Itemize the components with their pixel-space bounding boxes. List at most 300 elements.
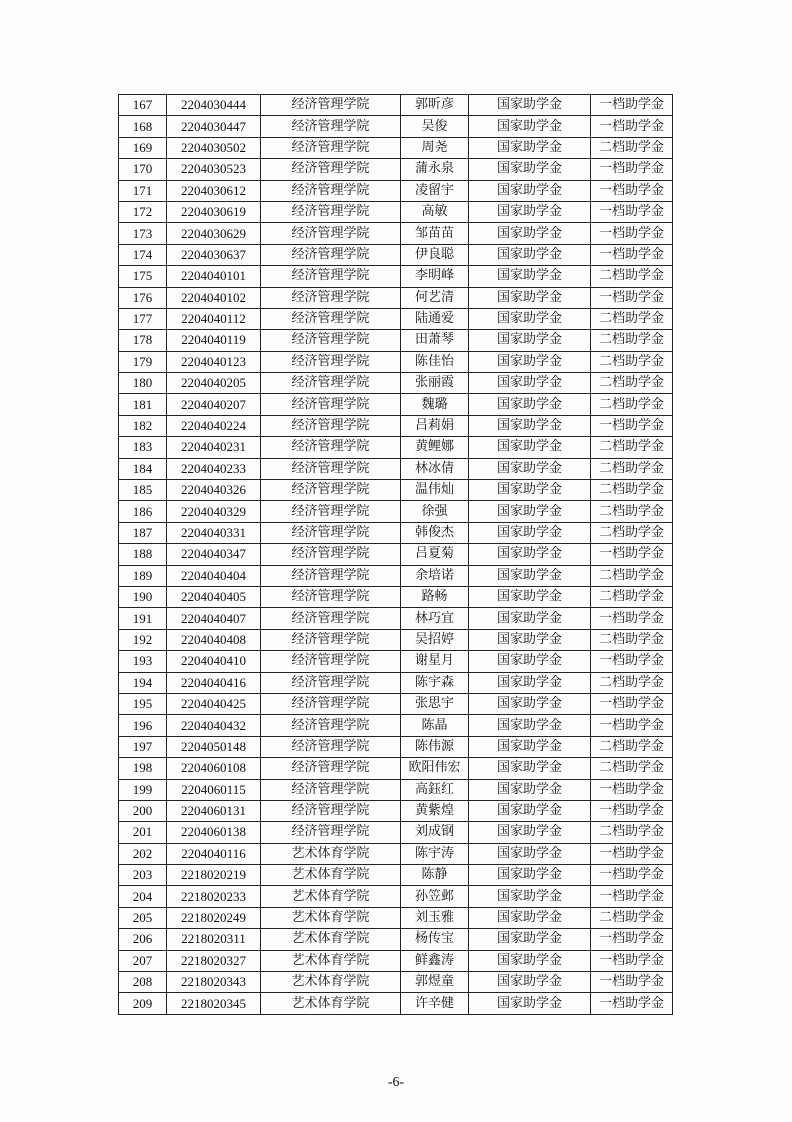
grant-type-cell: 国家助学金 — [469, 351, 591, 372]
grant-level-cell: 二档助学金 — [591, 565, 673, 586]
row-number-cell: 170 — [119, 159, 167, 180]
grant-type-cell: 国家助学金 — [469, 244, 591, 265]
table-row — [119, 651, 673, 672]
student-id-cell: 2204030523 — [167, 159, 261, 180]
student-id-cell: 2204040207 — [167, 394, 261, 415]
college-cell: 经济管理学院 — [261, 137, 401, 158]
grant-level-cell: 一档助学金 — [591, 159, 673, 180]
grant-type-cell: 国家助学金 — [469, 95, 591, 116]
college-cell: 艺术体育学院 — [261, 950, 401, 971]
student-name-cell: 李明峰 — [401, 266, 469, 287]
table-row — [119, 394, 673, 415]
college-cell: 经济管理学院 — [261, 373, 401, 394]
grant-type-cell: 国家助学金 — [469, 929, 591, 950]
college-cell: 经济管理学院 — [261, 629, 401, 650]
student-id-cell: 2204040432 — [167, 715, 261, 736]
student-name-cell: 许辛健 — [401, 993, 469, 1014]
row-number-cell: 180 — [119, 373, 167, 394]
student-name-cell: 张思宇 — [401, 693, 469, 714]
student-name-cell: 蒲永泉 — [401, 159, 469, 180]
row-number-cell: 178 — [119, 330, 167, 351]
college-cell: 经济管理学院 — [261, 437, 401, 458]
grant-level-cell: 一档助学金 — [591, 287, 673, 308]
grant-level-cell: 一档助学金 — [591, 843, 673, 864]
table-row — [119, 480, 673, 501]
college-cell: 经济管理学院 — [261, 223, 401, 244]
table-row — [119, 565, 673, 586]
college-cell: 经济管理学院 — [261, 480, 401, 501]
grant-type-cell: 国家助学金 — [469, 822, 591, 843]
grant-level-cell: 一档助学金 — [591, 950, 673, 971]
grant-type-cell: 国家助学金 — [469, 437, 591, 458]
row-number-cell: 188 — [119, 544, 167, 565]
grant-type-cell: 国家助学金 — [469, 287, 591, 308]
row-number-cell: 176 — [119, 287, 167, 308]
row-number-cell: 190 — [119, 586, 167, 607]
grant-type-cell: 国家助学金 — [469, 201, 591, 222]
table-row — [119, 308, 673, 329]
student-id-cell: 2218020233 — [167, 886, 261, 907]
college-cell: 经济管理学院 — [261, 330, 401, 351]
grant-level-cell: 一档助学金 — [591, 693, 673, 714]
row-number-cell: 201 — [119, 822, 167, 843]
student-name-cell: 陈伟源 — [401, 736, 469, 757]
grant-level-cell: 一档助学金 — [591, 415, 673, 436]
grant-level-cell: 一档助学金 — [591, 201, 673, 222]
college-cell: 经济管理学院 — [261, 544, 401, 565]
student-name-cell: 吴招婷 — [401, 629, 469, 650]
grant-level-cell: 一档助学金 — [591, 180, 673, 201]
grant-type-cell: 国家助学金 — [469, 266, 591, 287]
table-row — [119, 972, 673, 993]
student-id-cell: 2204030444 — [167, 95, 261, 116]
grant-level-cell: 一档助学金 — [591, 544, 673, 565]
college-cell: 经济管理学院 — [261, 266, 401, 287]
grant-level-cell: 二档助学金 — [591, 480, 673, 501]
student-id-cell: 2204030447 — [167, 116, 261, 137]
row-number-cell: 183 — [119, 437, 167, 458]
grant-type-cell: 国家助学金 — [469, 651, 591, 672]
college-cell: 经济管理学院 — [261, 287, 401, 308]
college-cell: 经济管理学院 — [261, 651, 401, 672]
table-row — [119, 993, 673, 1014]
student-name-cell: 吕莉娟 — [401, 415, 469, 436]
student-name-cell: 邹苗苗 — [401, 223, 469, 244]
student-name-cell: 陈晶 — [401, 715, 469, 736]
student-id-cell: 2204030637 — [167, 244, 261, 265]
grant-level-cell: 一档助学金 — [591, 886, 673, 907]
table-row — [119, 907, 673, 928]
student-id-cell: 2218020219 — [167, 865, 261, 886]
grant-type-cell: 国家助学金 — [469, 779, 591, 800]
grant-level-cell: 二档助学金 — [591, 458, 673, 479]
college-cell: 经济管理学院 — [261, 608, 401, 629]
college-cell: 经济管理学院 — [261, 779, 401, 800]
row-number-cell: 181 — [119, 394, 167, 415]
student-name-cell: 魏璐 — [401, 394, 469, 415]
grant-type-cell: 国家助学金 — [469, 629, 591, 650]
grant-level-cell: 一档助学金 — [591, 865, 673, 886]
table-row — [119, 137, 673, 158]
table-row — [119, 287, 673, 308]
college-cell: 经济管理学院 — [261, 758, 401, 779]
table-row — [119, 201, 673, 222]
student-id-cell: 2204040416 — [167, 672, 261, 693]
student-name-cell: 路畅 — [401, 586, 469, 607]
row-number-cell: 199 — [119, 779, 167, 800]
grant-level-cell: 二档助学金 — [591, 822, 673, 843]
college-cell: 经济管理学院 — [261, 351, 401, 372]
student-id-cell: 2204040205 — [167, 373, 261, 394]
table-row — [119, 950, 673, 971]
grant-type-cell: 国家助学金 — [469, 116, 591, 137]
table-row — [119, 822, 673, 843]
student-id-cell: 2204040425 — [167, 693, 261, 714]
college-cell: 艺术体育学院 — [261, 972, 401, 993]
grant-type-cell: 国家助学金 — [469, 522, 591, 543]
grant-level-cell: 二档助学金 — [591, 736, 673, 757]
student-name-cell: 温伟灿 — [401, 480, 469, 501]
student-id-cell: 2204040119 — [167, 330, 261, 351]
student-id-cell: 2204060138 — [167, 822, 261, 843]
student-id-cell: 2204040116 — [167, 843, 261, 864]
table-row — [119, 693, 673, 714]
college-cell: 艺术体育学院 — [261, 929, 401, 950]
grant-level-cell: 一档助学金 — [591, 715, 673, 736]
table-row — [119, 330, 673, 351]
table-row — [119, 415, 673, 436]
grant-type-cell: 国家助学金 — [469, 758, 591, 779]
row-number-cell: 184 — [119, 458, 167, 479]
student-id-cell: 2204040326 — [167, 480, 261, 501]
grant-level-cell: 一档助学金 — [591, 95, 673, 116]
student-name-cell: 刘玉雅 — [401, 907, 469, 928]
college-cell: 经济管理学院 — [261, 159, 401, 180]
student-name-cell: 刘成钢 — [401, 822, 469, 843]
college-cell: 经济管理学院 — [261, 565, 401, 586]
student-id-cell: 2204040405 — [167, 586, 261, 607]
grant-level-cell: 二档助学金 — [591, 907, 673, 928]
grant-type-cell: 国家助学金 — [469, 394, 591, 415]
row-number-cell: 192 — [119, 629, 167, 650]
row-number-cell: 195 — [119, 693, 167, 714]
grant-type-cell: 国家助学金 — [469, 886, 591, 907]
college-cell: 艺术体育学院 — [261, 907, 401, 928]
grant-level-cell: 二档助学金 — [591, 501, 673, 522]
grant-type-cell: 国家助学金 — [469, 843, 591, 864]
student-name-cell: 欧阳伟宏 — [401, 758, 469, 779]
table-row — [119, 544, 673, 565]
grant-level-cell: 二档助学金 — [591, 137, 673, 158]
grant-level-cell: 二档助学金 — [591, 351, 673, 372]
student-name-cell: 鲜鑫涛 — [401, 950, 469, 971]
student-name-cell: 黄鲤娜 — [401, 437, 469, 458]
row-number-cell: 182 — [119, 415, 167, 436]
row-number-cell: 177 — [119, 308, 167, 329]
college-cell: 艺术体育学院 — [261, 886, 401, 907]
row-number-cell: 205 — [119, 907, 167, 928]
grant-type-cell: 国家助学金 — [469, 330, 591, 351]
row-number-cell: 208 — [119, 972, 167, 993]
row-number-cell: 200 — [119, 800, 167, 821]
table-row — [119, 458, 673, 479]
grant-level-cell: 二档助学金 — [591, 522, 673, 543]
student-id-cell: 2204040224 — [167, 415, 261, 436]
student-name-cell: 何艺清 — [401, 287, 469, 308]
college-cell: 经济管理学院 — [261, 672, 401, 693]
student-name-cell: 郭煜童 — [401, 972, 469, 993]
grant-level-cell: 一档助学金 — [591, 116, 673, 137]
grant-level-cell: 一档助学金 — [591, 608, 673, 629]
row-number-cell: 191 — [119, 608, 167, 629]
grant-level-cell: 二档助学金 — [591, 373, 673, 394]
grant-type-cell: 国家助学金 — [469, 565, 591, 586]
college-cell: 经济管理学院 — [261, 308, 401, 329]
table-row — [119, 437, 673, 458]
student-id-cell: 2204050148 — [167, 736, 261, 757]
student-name-cell: 高敏 — [401, 201, 469, 222]
student-name-cell: 吴俊 — [401, 116, 469, 137]
grant-type-cell: 国家助学金 — [469, 907, 591, 928]
grant-level-cell: 二档助学金 — [591, 266, 673, 287]
student-name-cell: 吕夏菊 — [401, 544, 469, 565]
student-id-cell: 2204040233 — [167, 458, 261, 479]
table-row — [119, 758, 673, 779]
college-cell: 艺术体育学院 — [261, 843, 401, 864]
student-id-cell: 2204040231 — [167, 437, 261, 458]
grant-type-cell: 国家助学金 — [469, 693, 591, 714]
row-number-cell: 185 — [119, 480, 167, 501]
table-row — [119, 351, 673, 372]
table-row — [119, 672, 673, 693]
college-cell: 经济管理学院 — [261, 715, 401, 736]
student-id-cell: 2204040407 — [167, 608, 261, 629]
student-name-cell: 凌留宇 — [401, 180, 469, 201]
grant-type-cell: 国家助学金 — [469, 993, 591, 1014]
row-number-cell: 206 — [119, 929, 167, 950]
table-row — [119, 180, 673, 201]
table-row — [119, 608, 673, 629]
grant-level-cell: 一档助学金 — [591, 651, 673, 672]
grant-type-cell: 国家助学金 — [469, 950, 591, 971]
student-name-cell: 余培诺 — [401, 565, 469, 586]
table-body — [119, 95, 673, 1015]
college-cell: 经济管理学院 — [261, 586, 401, 607]
student-name-cell: 田萧琴 — [401, 330, 469, 351]
table-row — [119, 715, 673, 736]
table-row — [119, 266, 673, 287]
grant-level-cell: 一档助学金 — [591, 929, 673, 950]
row-number-cell: 171 — [119, 180, 167, 201]
row-number-cell: 204 — [119, 886, 167, 907]
student-id-cell: 2218020311 — [167, 929, 261, 950]
student-name-cell: 高鈺红 — [401, 779, 469, 800]
student-id-cell: 2204030502 — [167, 137, 261, 158]
table-row — [119, 929, 673, 950]
table-row — [119, 779, 673, 800]
student-name-cell: 伊良聪 — [401, 244, 469, 265]
student-name-cell: 杨传宝 — [401, 929, 469, 950]
student-id-cell: 2204040112 — [167, 308, 261, 329]
college-cell: 经济管理学院 — [261, 415, 401, 436]
student-name-cell: 韩俊杰 — [401, 522, 469, 543]
table-row — [119, 865, 673, 886]
grant-level-cell: 二档助学金 — [591, 308, 673, 329]
student-name-cell: 陆通爱 — [401, 308, 469, 329]
row-number-cell: 187 — [119, 522, 167, 543]
grant-level-cell: 二档助学金 — [591, 394, 673, 415]
student-id-cell: 2218020327 — [167, 950, 261, 971]
student-name-cell: 林冰倩 — [401, 458, 469, 479]
college-cell: 经济管理学院 — [261, 244, 401, 265]
grant-type-cell: 国家助学金 — [469, 544, 591, 565]
row-number-cell: 173 — [119, 223, 167, 244]
college-cell: 经济管理学院 — [261, 458, 401, 479]
grant-type-cell: 国家助学金 — [469, 736, 591, 757]
grant-type-cell: 国家助学金 — [469, 223, 591, 244]
grant-type-cell: 国家助学金 — [469, 180, 591, 201]
student-name-cell: 陈佳怡 — [401, 351, 469, 372]
table-row — [119, 843, 673, 864]
table-row — [119, 244, 673, 265]
row-number-cell: 197 — [119, 736, 167, 757]
student-id-cell: 2204040410 — [167, 651, 261, 672]
grant-level-cell: 二档助学金 — [591, 672, 673, 693]
student-id-cell: 2204040347 — [167, 544, 261, 565]
student-name-cell: 徐强 — [401, 501, 469, 522]
grant-level-cell: 二档助学金 — [591, 330, 673, 351]
grant-type-cell: 国家助学金 — [469, 715, 591, 736]
row-number-cell: 203 — [119, 865, 167, 886]
student-id-cell: 2218020343 — [167, 972, 261, 993]
table-row — [119, 159, 673, 180]
student-name-cell: 黄紫煌 — [401, 800, 469, 821]
grant-type-cell: 国家助学金 — [469, 137, 591, 158]
row-number-cell: 196 — [119, 715, 167, 736]
college-cell: 经济管理学院 — [261, 201, 401, 222]
page-number: -6- — [387, 1075, 405, 1090]
grant-type-cell: 国家助学金 — [469, 480, 591, 501]
row-number-cell: 175 — [119, 266, 167, 287]
student-name-cell: 孙笠邺 — [401, 886, 469, 907]
college-cell: 经济管理学院 — [261, 116, 401, 137]
student-name-cell: 张丽霞 — [401, 373, 469, 394]
row-number-cell: 189 — [119, 565, 167, 586]
student-id-cell: 2204040404 — [167, 565, 261, 586]
table-row — [119, 501, 673, 522]
row-number-cell: 179 — [119, 351, 167, 372]
student-name-cell: 林巧宜 — [401, 608, 469, 629]
student-id-cell: 2204040408 — [167, 629, 261, 650]
student-name-cell: 陈静 — [401, 865, 469, 886]
table-row — [119, 223, 673, 244]
row-number-cell: 198 — [119, 758, 167, 779]
college-cell: 经济管理学院 — [261, 95, 401, 116]
grant-type-cell: 国家助学金 — [469, 373, 591, 394]
student-id-cell: 2204030612 — [167, 180, 261, 201]
row-number-cell: 209 — [119, 993, 167, 1014]
college-cell: 艺术体育学院 — [261, 865, 401, 886]
grant-type-cell: 国家助学金 — [469, 458, 591, 479]
grant-level-cell: 二档助学金 — [591, 437, 673, 458]
student-name-cell: 周尧 — [401, 137, 469, 158]
student-name-cell: 郭昕彦 — [401, 95, 469, 116]
row-number-cell: 207 — [119, 950, 167, 971]
grant-type-cell: 国家助学金 — [469, 415, 591, 436]
grant-type-cell: 国家助学金 — [469, 800, 591, 821]
grant-level-cell: 一档助学金 — [591, 800, 673, 821]
row-number-cell: 193 — [119, 651, 167, 672]
student-id-cell: 2204060131 — [167, 800, 261, 821]
college-cell: 经济管理学院 — [261, 822, 401, 843]
college-cell: 经济管理学院 — [261, 800, 401, 821]
table-row — [119, 116, 673, 137]
grant-level-cell: 一档助学金 — [591, 779, 673, 800]
grant-type-cell: 国家助学金 — [469, 972, 591, 993]
student-id-cell: 2204030629 — [167, 223, 261, 244]
table-row — [119, 95, 673, 116]
row-number-cell: 194 — [119, 672, 167, 693]
grant-level-cell: 二档助学金 — [591, 586, 673, 607]
grant-type-cell: 国家助学金 — [469, 308, 591, 329]
student-id-cell: 2204040123 — [167, 351, 261, 372]
grant-level-cell: 一档助学金 — [591, 972, 673, 993]
college-cell: 经济管理学院 — [261, 501, 401, 522]
grant-type-cell: 国家助学金 — [469, 672, 591, 693]
student-id-cell: 2204040101 — [167, 266, 261, 287]
student-id-cell: 2204040102 — [167, 287, 261, 308]
grant-level-cell: 一档助学金 — [591, 993, 673, 1014]
student-id-cell: 2204030619 — [167, 201, 261, 222]
student-name-cell: 谢星月 — [401, 651, 469, 672]
row-number-cell: 174 — [119, 244, 167, 265]
student-id-cell: 2204040329 — [167, 501, 261, 522]
college-cell: 经济管理学院 — [261, 736, 401, 757]
table-row — [119, 629, 673, 650]
scholarship-table — [118, 94, 673, 1015]
student-name-cell: 陈宇涛 — [401, 843, 469, 864]
grant-level-cell: 二档助学金 — [591, 629, 673, 650]
college-cell: 经济管理学院 — [261, 693, 401, 714]
table-row — [119, 800, 673, 821]
college-cell: 经济管理学院 — [261, 394, 401, 415]
grant-level-cell: 一档助学金 — [591, 244, 673, 265]
student-id-cell: 2218020345 — [167, 993, 261, 1014]
row-number-cell: 202 — [119, 843, 167, 864]
table-row — [119, 522, 673, 543]
grant-level-cell: 二档助学金 — [591, 758, 673, 779]
student-id-cell: 2218020249 — [167, 907, 261, 928]
table-row — [119, 586, 673, 607]
row-number-cell: 169 — [119, 137, 167, 158]
student-name-cell: 陈宇森 — [401, 672, 469, 693]
row-number-cell: 168 — [119, 116, 167, 137]
grant-type-cell: 国家助学金 — [469, 159, 591, 180]
college-cell: 经济管理学院 — [261, 522, 401, 543]
student-id-cell: 2204060115 — [167, 779, 261, 800]
row-number-cell: 172 — [119, 201, 167, 222]
table-row — [119, 886, 673, 907]
college-cell: 经济管理学院 — [261, 180, 401, 201]
student-id-cell: 2204040331 — [167, 522, 261, 543]
grant-type-cell: 国家助学金 — [469, 586, 591, 607]
table-row — [119, 373, 673, 394]
row-number-cell: 186 — [119, 501, 167, 522]
student-id-cell: 2204060108 — [167, 758, 261, 779]
grant-type-cell: 国家助学金 — [469, 608, 591, 629]
grant-type-cell: 国家助学金 — [469, 501, 591, 522]
table-row — [119, 736, 673, 757]
